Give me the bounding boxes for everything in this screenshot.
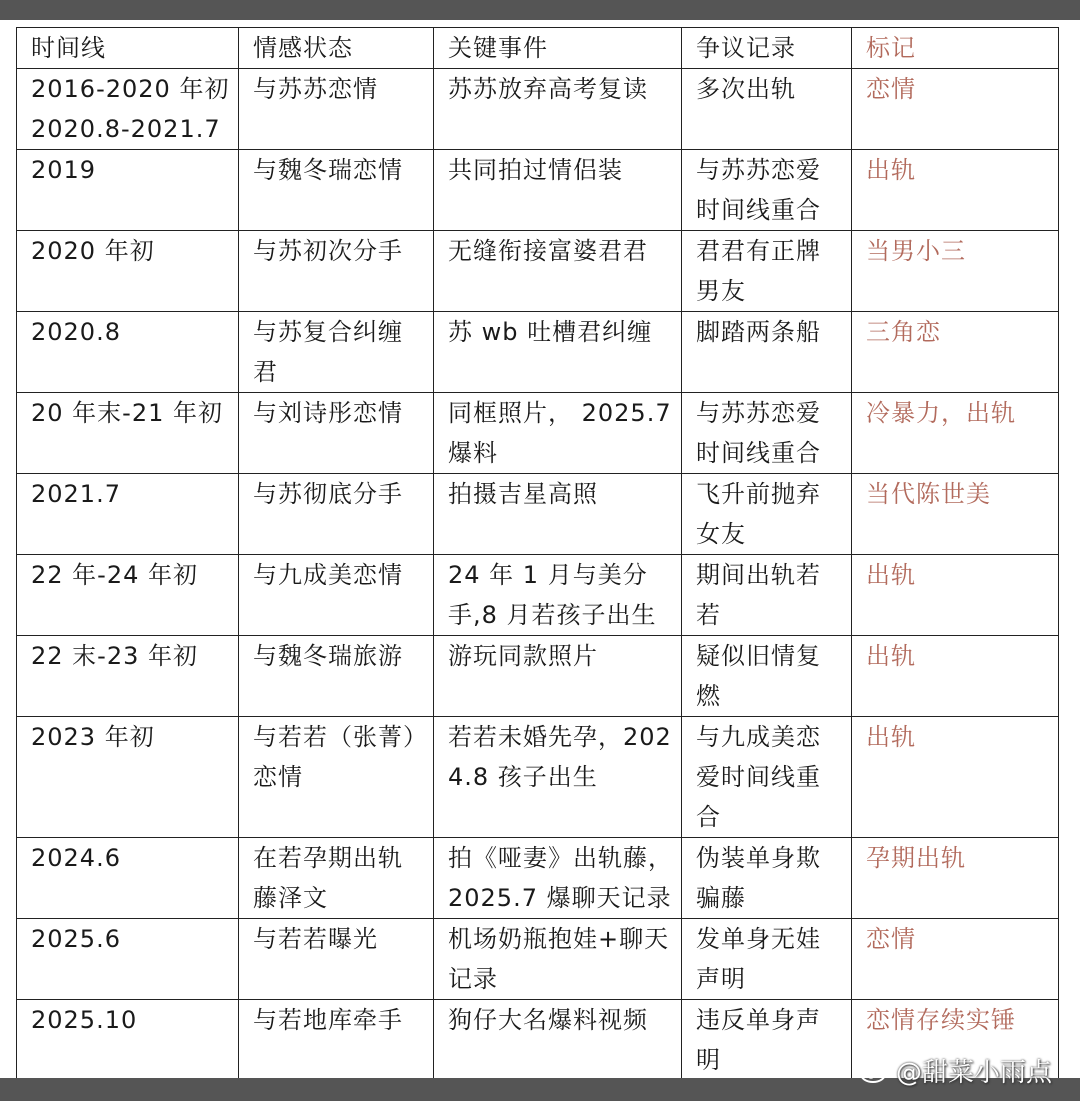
cell-time: 2024.6 [17, 838, 239, 919]
table-header-row [17, 28, 1059, 69]
cell-time: 2023 年初 [17, 717, 239, 838]
cell-dispute: 与九成美恋爱时间线重合 [682, 717, 852, 838]
cell-state: 与九成美恋情 [239, 555, 434, 636]
cell-time: 2016-2020 年初 2020.8-2021.7 [17, 69, 239, 150]
cell-dispute: 君君有正牌男友 [682, 231, 852, 312]
cell-tag: 三角恋 [852, 312, 1059, 393]
table-row [17, 636, 1059, 717]
cell-tag: 恋情 [852, 69, 1059, 150]
cell-event: 苏 wb 吐槽君纠缠 [434, 312, 682, 393]
table-row [17, 919, 1059, 1000]
cell-dispute: 飞升前抛弃女友 [682, 474, 852, 555]
cell-event: 无缝衔接富婆君君 [434, 231, 682, 312]
cell-time: 2025.6 [17, 919, 239, 1000]
cell-state: 与若地库牵手 [239, 1000, 434, 1081]
table-row [17, 555, 1059, 636]
table-row [17, 69, 1059, 150]
cell-tag: 出轨 [852, 636, 1059, 717]
weibo-icon [860, 1058, 890, 1084]
cell-tag: 出轨 [852, 717, 1059, 838]
cell-dispute: 伪装单身欺骗藤 [682, 838, 852, 919]
cell-state: 与若若（张菁）恋情 [239, 717, 434, 838]
cell-time: 2021.7 [17, 474, 239, 555]
cell-tag: 当男小三 [852, 231, 1059, 312]
header-event: 关键事件 [434, 28, 682, 69]
cell-dispute: 疑似旧情复燃 [682, 636, 852, 717]
cell-state: 与苏复合纠缠君 [239, 312, 434, 393]
cell-time: 22 末-23 年初 [17, 636, 239, 717]
cell-dispute: 违反单身声明 [682, 1000, 852, 1081]
cell-state: 与魏冬瑞恋情 [239, 150, 434, 231]
table-row [17, 717, 1059, 838]
cell-tag: 恋情 [852, 919, 1059, 1000]
cell-state: 与苏初次分手 [239, 231, 434, 312]
table-row [17, 312, 1059, 393]
cell-tag: 出轨 [852, 555, 1059, 636]
cell-tag: 当代陈世美 [852, 474, 1059, 555]
header-state: 情感状态 [239, 28, 434, 69]
cell-dispute: 与苏苏恋爱时间线重合 [682, 150, 852, 231]
cell-time: 20 年末-21 年初 [17, 393, 239, 474]
cell-event: 共同拍过情侣装 [434, 150, 682, 231]
header-tag: 标记 [852, 28, 1059, 69]
cell-event: 24 年 1 月与美分手,8 月若孩子出生 [434, 555, 682, 636]
cell-tag: 出轨 [852, 150, 1059, 231]
cell-state: 与刘诗彤恋情 [239, 393, 434, 474]
cell-state: 与苏苏恋情 [239, 69, 434, 150]
top-frame-bar [0, 0, 1080, 20]
cell-dispute: 多次出轨 [682, 69, 852, 150]
cell-event: 拍《哑妻》出轨藤，2025.7 爆聊天记录 [434, 838, 682, 919]
timeline-table [16, 27, 1059, 1081]
watermark-text: @甜菜小雨点 [896, 1058, 1053, 1088]
cell-event: 机场奶瓶抱娃+聊天记录 [434, 919, 682, 1000]
table-row [17, 474, 1059, 555]
cell-event: 同框照片， 2025.7 爆料 [434, 393, 682, 474]
cell-dispute: 期间出轨若若 [682, 555, 852, 636]
cell-time: 2025.10 [17, 1000, 239, 1081]
cell-dispute: 发单身无娃声明 [682, 919, 852, 1000]
cell-time: 2019 [17, 150, 239, 231]
cell-tag: 孕期出轨 [852, 838, 1059, 919]
watermark [860, 1052, 1052, 1089]
cell-event: 拍摄吉星高照 [434, 474, 682, 555]
cell-tag: 恋情存续实锤 [852, 1000, 1059, 1081]
table-row [17, 838, 1059, 919]
header-dispute: 争议记录 [682, 28, 852, 69]
table-row [17, 393, 1059, 474]
cell-time: 2020 年初 [17, 231, 239, 312]
cell-time: 2020.8 [17, 312, 239, 393]
document-page [0, 20, 1080, 1078]
cell-event: 若若未婚先孕，2024.8 孩子出生 [434, 717, 682, 838]
header-time: 时间线 [17, 28, 239, 69]
cell-time: 22 年-24 年初 [17, 555, 239, 636]
cell-state: 与苏彻底分手 [239, 474, 434, 555]
cell-event: 苏苏放弃高考复读 [434, 69, 682, 150]
cell-dispute: 与苏苏恋爱时间线重合 [682, 393, 852, 474]
cell-state: 与魏冬瑞旅游 [239, 636, 434, 717]
table-row [17, 150, 1059, 231]
cell-dispute: 脚踏两条船 [682, 312, 852, 393]
cell-tag: 冷暴力，出轨 [852, 393, 1059, 474]
cell-state: 与若若曝光 [239, 919, 434, 1000]
cell-event: 狗仔大名爆料视频 [434, 1000, 682, 1081]
cell-state: 在若孕期出轨藤泽文 [239, 838, 434, 919]
cell-event: 游玩同款照片 [434, 636, 682, 717]
table-row [17, 231, 1059, 312]
